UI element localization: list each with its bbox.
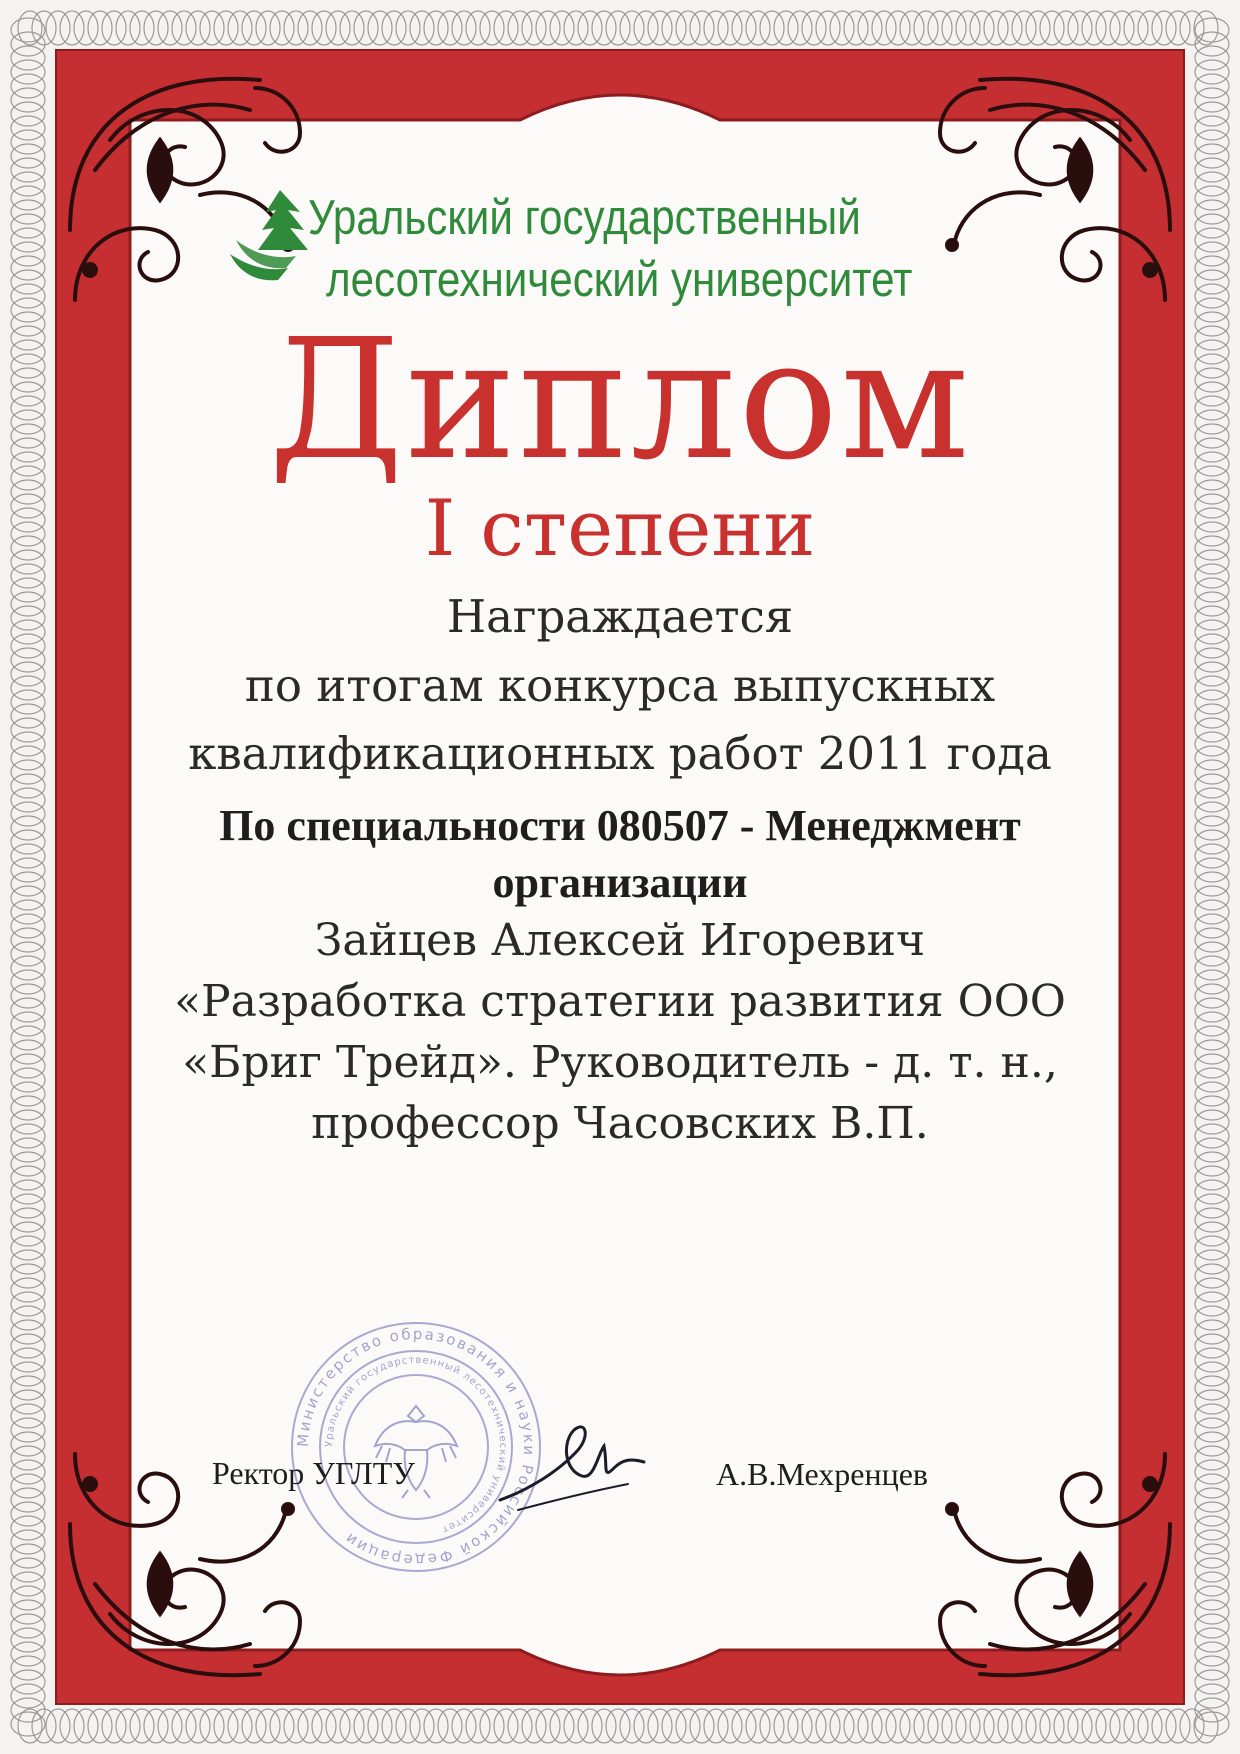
signatory-position: Ректор УГЛТУ [212, 1455, 415, 1491]
university-name-line-2: лесотехнический университет [326, 253, 913, 307]
specialty-line-2: организации [492, 858, 748, 907]
work-title-line-2: «Бриг Трейд». Руководитель - д. т. н., [182, 1037, 1058, 1088]
university-name-line-1: Уральский государственный [308, 191, 861, 245]
work-title-line-1: «Разработка стратегии развития ООО [174, 976, 1066, 1027]
handwritten-signature [498, 1410, 648, 1520]
recipient-name: Зайцев Алексей Игоревич [314, 915, 926, 966]
stamp-outer-text: Министерство образования и науки Российской Федерации [293, 1324, 539, 1570]
diploma-title: Диплом [268, 304, 972, 497]
stamp-inner-text: Уральский государственный лесотехнический университет [323, 1354, 509, 1535]
signatory-name: А.В.Мехренцев [716, 1456, 929, 1492]
specialty-line-1: По специальности 080507 - Менеджмент [219, 801, 1021, 850]
svg-text:Уральский государственный лесо [324, 1355, 508, 1535]
award-line-1: Награждается [446, 590, 794, 643]
university-logo-block [228, 180, 968, 320]
work-title-line-3: профессор Часовских В.П. [311, 1098, 929, 1149]
diploma-degree: I степени [424, 484, 816, 574]
award-line-2: по итогам конкурса выпускных [244, 659, 996, 712]
award-line-3: квалификационных работ 2011 года [188, 727, 1052, 780]
